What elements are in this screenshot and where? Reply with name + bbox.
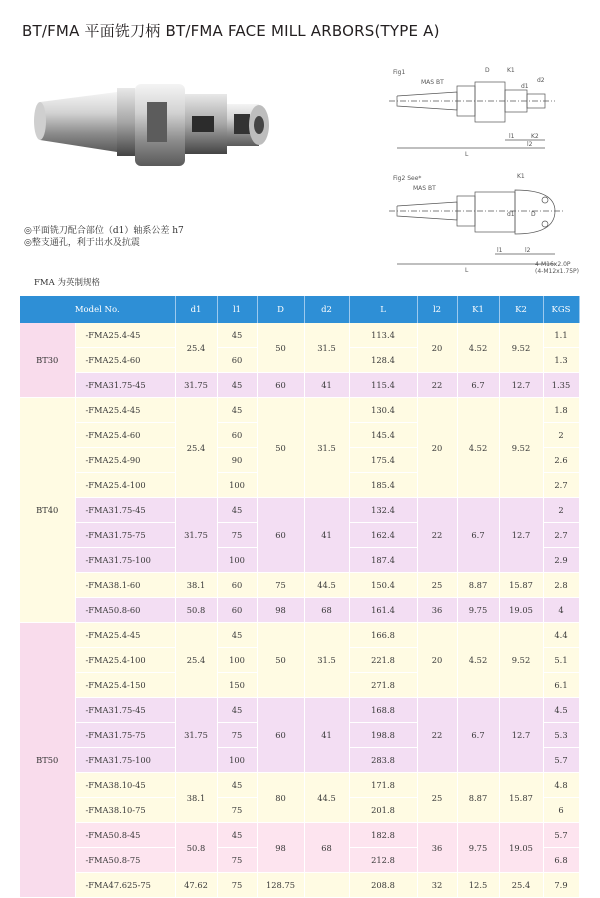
model-cell: -FMA25.4-90 xyxy=(75,448,175,473)
l1-cell: 90 xyxy=(217,448,257,473)
L-cell: 221.8 xyxy=(349,648,417,673)
L-cell: 182.8 xyxy=(349,823,417,848)
group-label: BT40 xyxy=(20,398,75,623)
D-cell: 80 xyxy=(257,773,304,823)
D-cell: 60 xyxy=(257,698,304,773)
l2-cell: 20 xyxy=(417,323,457,373)
d2-cell: 68 xyxy=(304,823,349,873)
l1-cell: 45 xyxy=(217,773,257,798)
fig1-dim-l1: l1 xyxy=(509,133,515,140)
d2-cell: 41 xyxy=(304,373,349,398)
D-cell: 50 xyxy=(257,323,304,373)
K2-cell: 9.52 xyxy=(499,398,543,498)
L-cell: 283.8 xyxy=(349,748,417,773)
group-label: BT30 xyxy=(20,323,75,398)
d1-cell: 50.8 xyxy=(175,598,217,623)
model-cell: -FMA31.75-100 xyxy=(75,548,175,573)
K1-cell: 9.75 xyxy=(457,598,499,623)
col-header-d2: d2 xyxy=(304,296,349,323)
kgs-cell: 5.1 xyxy=(543,648,579,673)
d2-cell: 44.5 xyxy=(304,773,349,823)
D-cell: 75 xyxy=(257,573,304,598)
model-cell: -FMA25.4-45 xyxy=(75,323,175,348)
kgs-cell: 2.9 xyxy=(543,548,579,573)
K1-cell: 12.5 xyxy=(457,873,499,898)
K2-cell: 9.52 xyxy=(499,323,543,373)
table-row xyxy=(20,573,579,598)
K2-cell: 15.87 xyxy=(499,773,543,823)
L-cell: 115.4 xyxy=(349,373,417,398)
L-cell: 145.4 xyxy=(349,423,417,448)
L-cell: 201.8 xyxy=(349,798,417,823)
K1-cell: 4.52 xyxy=(457,323,499,373)
L-cell: 113.4 xyxy=(349,323,417,348)
model-cell: -FMA50.8-75 xyxy=(75,848,175,873)
d1-cell: 31.75 xyxy=(175,698,217,773)
L-cell: 130.4 xyxy=(349,398,417,423)
l2-cell: 36 xyxy=(417,598,457,623)
l1-cell: 45 xyxy=(217,323,257,348)
spec-notes xyxy=(24,225,184,249)
d1-cell: 38.1 xyxy=(175,573,217,598)
l2-cell: 25 xyxy=(417,773,457,823)
K1-cell: 6.7 xyxy=(457,698,499,773)
fig1-label: Fig1 xyxy=(393,69,406,76)
kgs-cell: 4.5 xyxy=(543,698,579,723)
kgs-cell: 1.1 xyxy=(543,323,579,348)
l1-cell: 60 xyxy=(217,348,257,373)
K1-cell: 8.87 xyxy=(457,773,499,823)
spec-table xyxy=(20,296,580,898)
col-header-d1: d1 xyxy=(175,296,217,323)
note-tolerance: ◎平面铣刀配合部位（d1）轴系公差 h7 xyxy=(24,226,184,236)
model-cell: -FMA38.1-60 xyxy=(75,573,175,598)
K1-cell: 4.52 xyxy=(457,623,499,698)
l2-cell: 22 xyxy=(417,373,457,398)
L-cell: 271.8 xyxy=(349,673,417,698)
K2-cell: 15.87 xyxy=(499,573,543,598)
model-cell: -FMA25.4-60 xyxy=(75,423,175,448)
K1-cell: 9.75 xyxy=(457,823,499,873)
fig2-dim-d1: d1 xyxy=(507,211,515,218)
fig1-dim-d1: d1 xyxy=(521,83,529,90)
D-cell: 50 xyxy=(257,623,304,698)
d1-cell: 50.8 xyxy=(175,823,217,873)
fig1-dim-L: L xyxy=(465,151,469,158)
d1-cell: 25.4 xyxy=(175,398,217,498)
model-cell: -FMA25.4-100 xyxy=(75,648,175,673)
l2-cell: 20 xyxy=(417,398,457,498)
d2-cell xyxy=(304,873,349,898)
fig2-note-thread-alt: (4-M12x1.75P) xyxy=(535,268,580,275)
fig1-dim-K1: K1 xyxy=(507,67,515,74)
page-title: BT/FMA 平面铣刀柄 BT/FMA FACE MILL ARBORS(TYPE A) xyxy=(22,22,440,40)
model-cell: -FMA47.625-75 xyxy=(75,873,175,898)
l1-cell: 75 xyxy=(217,523,257,548)
fig1-dim-K2: K2 xyxy=(531,133,539,140)
table-row xyxy=(20,373,579,398)
K2-cell: 9.52 xyxy=(499,623,543,698)
kgs-cell: 1.3 xyxy=(543,348,579,373)
l1-cell: 60 xyxy=(217,598,257,623)
kgs-cell: 1.8 xyxy=(543,398,579,423)
fig2-dim-K1: K1 xyxy=(517,173,525,180)
L-cell: 208.8 xyxy=(349,873,417,898)
table-row xyxy=(20,773,579,798)
model-cell: -FMA50.8-45 xyxy=(75,823,175,848)
table-row xyxy=(20,498,579,523)
fig2-label: Fig2 See* xyxy=(393,175,422,182)
l1-cell: 45 xyxy=(217,373,257,398)
table-header-row xyxy=(20,296,579,323)
d1-cell: 38.1 xyxy=(175,773,217,823)
d1-cell: 47.62 xyxy=(175,873,217,898)
L-cell: 168.8 xyxy=(349,698,417,723)
l1-cell: 45 xyxy=(217,623,257,648)
model-cell: -FMA25.4-45 xyxy=(75,398,175,423)
kgs-cell: 2.7 xyxy=(543,523,579,548)
l1-cell: 45 xyxy=(217,823,257,848)
D-cell: 98 xyxy=(257,823,304,873)
d2-cell: 41 xyxy=(304,698,349,773)
L-cell: 166.8 xyxy=(349,623,417,648)
D-cell: 60 xyxy=(257,373,304,398)
model-cell: -FMA31.75-75 xyxy=(75,723,175,748)
kgs-cell: 5.7 xyxy=(543,748,579,773)
l1-cell: 100 xyxy=(217,748,257,773)
kgs-cell: 2.7 xyxy=(543,473,579,498)
col-header-l2: l2 xyxy=(417,296,457,323)
model-cell: -FMA38.10-75 xyxy=(75,798,175,823)
group-label: BT50 xyxy=(20,623,75,898)
l1-cell: 100 xyxy=(217,548,257,573)
kgs-cell: 6 xyxy=(543,798,579,823)
col-header-K2: K2 xyxy=(499,296,543,323)
fig2-dim-l1: l1 xyxy=(497,247,503,254)
fig1-dim-l2: l2 xyxy=(527,141,533,148)
kgs-cell: 4.4 xyxy=(543,623,579,648)
d1-cell: 31.75 xyxy=(175,498,217,573)
d2-cell: 44.5 xyxy=(304,573,349,598)
fig2-dim-L: L xyxy=(465,267,469,274)
K1-cell: 6.7 xyxy=(457,498,499,573)
K2-cell: 19.05 xyxy=(499,598,543,623)
kgs-cell: 1.35 xyxy=(543,373,579,398)
d2-cell: 41 xyxy=(304,498,349,573)
fig2-note-thread: 4-M16x2.0P xyxy=(535,261,571,268)
K2-cell: 12.7 xyxy=(499,373,543,398)
model-cell: -FMA25.4-150 xyxy=(75,673,175,698)
technical-drawings xyxy=(385,58,585,283)
kgs-cell: 2 xyxy=(543,498,579,523)
L-cell: 161.4 xyxy=(349,598,417,623)
d1-cell: 25.4 xyxy=(175,623,217,698)
model-cell: -FMA31.75-45 xyxy=(75,698,175,723)
kgs-cell: 2 xyxy=(543,423,579,448)
l1-cell: 45 xyxy=(217,498,257,523)
L-cell: 198.8 xyxy=(349,723,417,748)
kgs-cell: 6.8 xyxy=(543,848,579,873)
D-cell: 50 xyxy=(257,398,304,498)
d2-cell: 31.5 xyxy=(304,623,349,698)
col-header-model: Model No. xyxy=(20,296,175,323)
D-cell: 60 xyxy=(257,498,304,573)
kgs-cell: 5.7 xyxy=(543,823,579,848)
K2-cell: 12.7 xyxy=(499,498,543,573)
K1-cell: 4.52 xyxy=(457,398,499,498)
l1-cell: 75 xyxy=(217,848,257,873)
l1-cell: 45 xyxy=(217,698,257,723)
L-cell: 187.4 xyxy=(349,548,417,573)
arbor-photo xyxy=(22,70,322,220)
model-cell: -FMA25.4-100 xyxy=(75,473,175,498)
l2-cell: 32 xyxy=(417,873,457,898)
col-header-kgs: KGS xyxy=(543,296,579,323)
model-cell: -FMA25.4-45 xyxy=(75,623,175,648)
table-row xyxy=(20,623,579,648)
l1-cell: 75 xyxy=(217,798,257,823)
L-cell: 132.4 xyxy=(349,498,417,523)
col-header-K1: K1 xyxy=(457,296,499,323)
col-header-l1: l1 xyxy=(217,296,257,323)
l1-cell: 45 xyxy=(217,398,257,423)
L-cell: 175.4 xyxy=(349,448,417,473)
l1-cell: 60 xyxy=(217,423,257,448)
fig2-mas-label: MAS BT xyxy=(413,185,436,192)
table-row xyxy=(20,323,579,348)
note-through-hole: ◎整支通孔，利于出水及抗震 xyxy=(24,238,140,248)
K1-cell: 6.7 xyxy=(457,373,499,398)
fig2-dim-l2: l2 xyxy=(525,247,531,254)
l1-cell: 75 xyxy=(217,723,257,748)
l1-cell: 150 xyxy=(217,673,257,698)
kgs-cell: 2.8 xyxy=(543,573,579,598)
l1-cell: 100 xyxy=(217,648,257,673)
model-cell: -FMA31.75-75 xyxy=(75,523,175,548)
model-cell: -FMA31.75-100 xyxy=(75,748,175,773)
l2-cell: 22 xyxy=(417,498,457,573)
D-cell: 98 xyxy=(257,598,304,623)
L-cell: 150.4 xyxy=(349,573,417,598)
fig2-dim-D: D xyxy=(531,211,536,218)
table-row xyxy=(20,873,579,898)
table-row xyxy=(20,398,579,423)
d1-cell: 25.4 xyxy=(175,323,217,373)
kgs-cell: 6.1 xyxy=(543,673,579,698)
model-cell: -FMA50.8-60 xyxy=(75,598,175,623)
model-cell: -FMA25.4-60 xyxy=(75,348,175,373)
d1-cell: 31.75 xyxy=(175,373,217,398)
L-cell: 128.4 xyxy=(349,348,417,373)
K2-cell: 19.05 xyxy=(499,823,543,873)
imperial-note: FMA 为英制规格 xyxy=(34,278,100,288)
L-cell: 162.4 xyxy=(349,523,417,548)
col-header-L: L xyxy=(349,296,417,323)
model-cell: -FMA31.75-45 xyxy=(75,373,175,398)
l2-cell: 20 xyxy=(417,623,457,698)
l2-cell: 36 xyxy=(417,823,457,873)
table-row xyxy=(20,823,579,848)
kgs-cell: 7.9 xyxy=(543,873,579,898)
kgs-cell: 2.6 xyxy=(543,448,579,473)
K2-cell: 25.4 xyxy=(499,873,543,898)
d2-cell: 68 xyxy=(304,598,349,623)
l2-cell: 25 xyxy=(417,573,457,598)
L-cell: 185.4 xyxy=(349,473,417,498)
l1-cell: 100 xyxy=(217,473,257,498)
fig1-dim-D: D xyxy=(485,67,490,74)
model-cell: -FMA31.75-45 xyxy=(75,498,175,523)
K2-cell: 12.7 xyxy=(499,698,543,773)
D-cell: 128.75 xyxy=(257,873,304,898)
kgs-cell: 4 xyxy=(543,598,579,623)
L-cell: 212.8 xyxy=(349,848,417,873)
d2-cell: 31.5 xyxy=(304,323,349,373)
fig1-mas-label: MAS BT xyxy=(421,79,444,86)
table-row xyxy=(20,598,579,623)
l1-cell: 75 xyxy=(217,873,257,898)
d2-cell: 31.5 xyxy=(304,398,349,498)
K1-cell: 8.87 xyxy=(457,573,499,598)
l1-cell: 60 xyxy=(217,573,257,598)
kgs-cell: 5.3 xyxy=(543,723,579,748)
table-row xyxy=(20,698,579,723)
model-cell: -FMA38.10-45 xyxy=(75,773,175,798)
col-header-D: D xyxy=(257,296,304,323)
kgs-cell: 4.8 xyxy=(543,773,579,798)
fig1-dim-d2: d2 xyxy=(537,77,545,84)
L-cell: 171.8 xyxy=(349,773,417,798)
l2-cell: 22 xyxy=(417,698,457,773)
